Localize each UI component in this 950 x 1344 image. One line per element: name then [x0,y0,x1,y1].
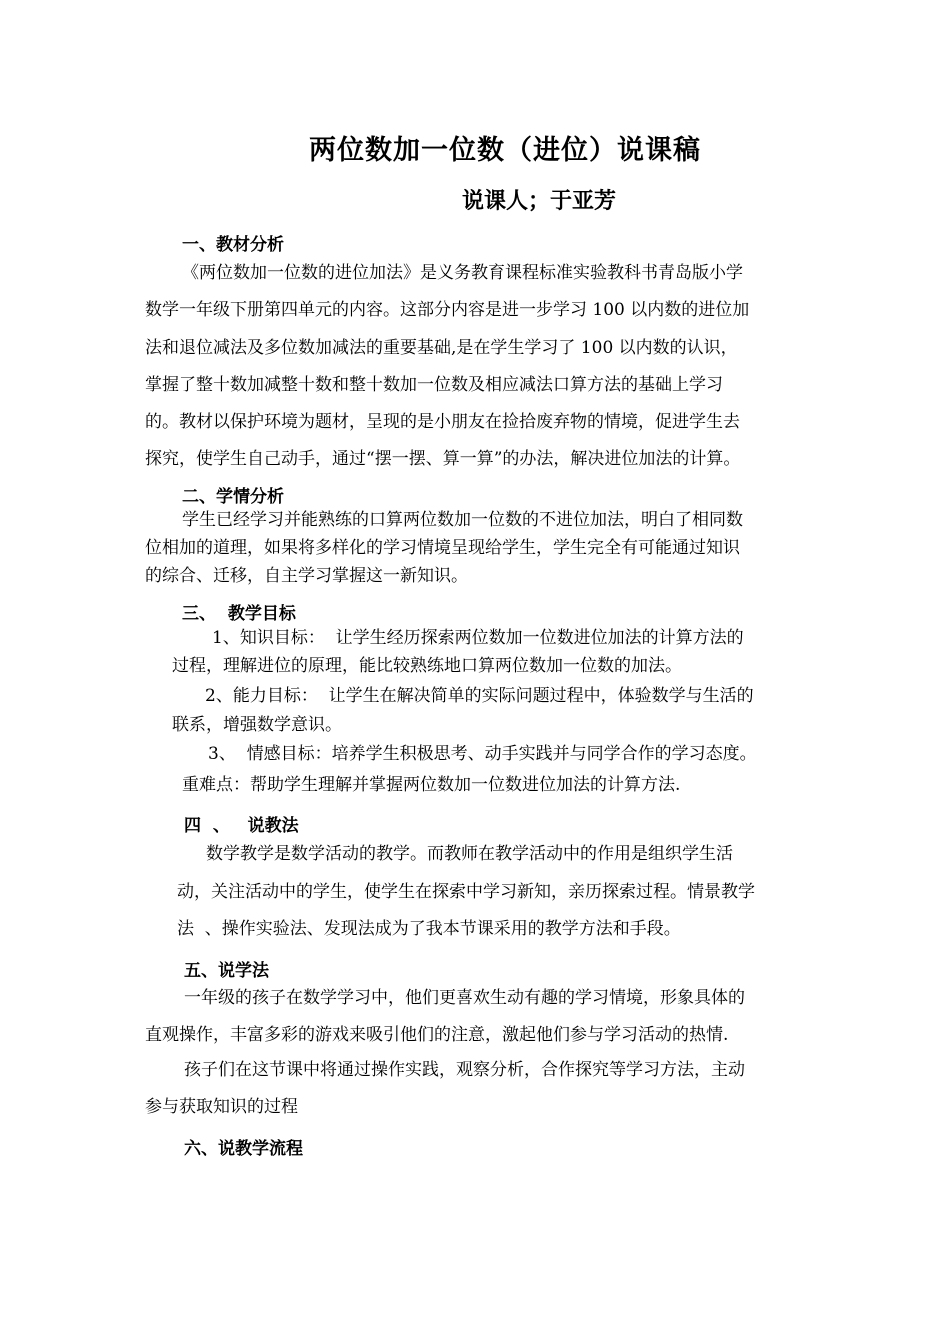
paragraph-line: 1、知识目标： 让学生经历探索两位数加一位数进位加法的计算方法的 [212,628,744,648]
paragraph-line: 重难点：帮助学生理解并掌握两位数加一位数进位加法的计算方法. [182,775,681,795]
paragraph-line: 数学一年级下册第四单元的内容。这部分内容是进一步学习 100 以内数的进位加 [145,300,750,320]
paragraph-line: 直观操作，丰富多彩的游戏来吸引他们的注意，激起他们参与学习活动的热情. [145,1025,729,1045]
author-line: 说课人；于亚芳 [462,189,617,214]
paragraph-line: 数学教学是数学活动的教学。而教师在教学活动中的作用是组织学生活 [206,844,733,864]
paragraph-line: 的。教材以保护环境为题材，呈现的是小朋友在捡拾废弃物的情境，促进学生去 [145,412,740,432]
paragraph-line: 学生已经学习并能熟练的口算两位数加一位数的不进位加法，明白了相同数 [182,510,743,530]
paragraph-line: 2、能力目标： 让学生在解决简单的实际问题过程中，体验数学与生活的 [205,686,754,706]
paragraph-line: 的综合、迁移，自主学习掌握这一新知识。 [145,566,468,586]
section-heading-teaching-goals: 三、 教学目标 [182,604,296,624]
paragraph-line: 《两位数加一位数的进位加法》是义务教育课程标准实验教科书青岛版小学 [182,263,743,283]
paragraph-line: 一年级的孩子在数学学习中，他们更喜欢生动有趣的学习情境，形象具体的 [184,988,745,1008]
paragraph-line: 过程，理解进位的原理，能比较熟练地口算两位数加一位数的加法。 [172,656,682,676]
section-heading-textbook-analysis: 一、教材分析 [182,235,284,255]
paragraph-line: 探究，使学生自己动手，通过“摆一摆、算一算”的办法，解决进位加法的计算。 [145,449,741,469]
paragraph-line: 3、 情感目标：培养学生积极思考、动手实践并与同学合作的学习态度。 [208,744,757,764]
paragraph-line: 法和退位减法及多位数加减法的重要基础,是在学生学习了 100 以内数的认识， [145,338,738,358]
paragraph-line: 孩子们在这节课中将通过操作实践，观察分析，合作探究等学习方法，主动 [184,1060,745,1080]
document-title: 两位数加一位数（进位）说课稿 [309,135,701,166]
paragraph-line: 动，关注活动中的学生，使学生在探索中学习新知，亲历探索过程。情景教学 [177,882,755,902]
paragraph-line: 位相加的道理，如果将多样化的学习情境呈现给学生，学生完全有可能通过知识 [145,538,740,558]
section-heading-teaching-method: 四 、 说教法 [184,816,299,836]
section-heading-teaching-process: 六、说教学流程 [184,1139,303,1159]
section-heading-student-analysis: 二、学情分析 [182,487,284,507]
paragraph-line: 参与获取知识的过程 [145,1097,298,1117]
section-heading-learning-method: 五、说学法 [184,961,269,981]
paragraph-line: 法 、操作实验法、发现法成为了我本节课采用的教学方法和手段。 [177,919,681,939]
paragraph-line: 掌握了整十数加减整十数和整十数加一位数及相应减法口算方法的基础上学习 [145,375,723,395]
paragraph-line: 联系，增强数学意识。 [172,715,342,735]
